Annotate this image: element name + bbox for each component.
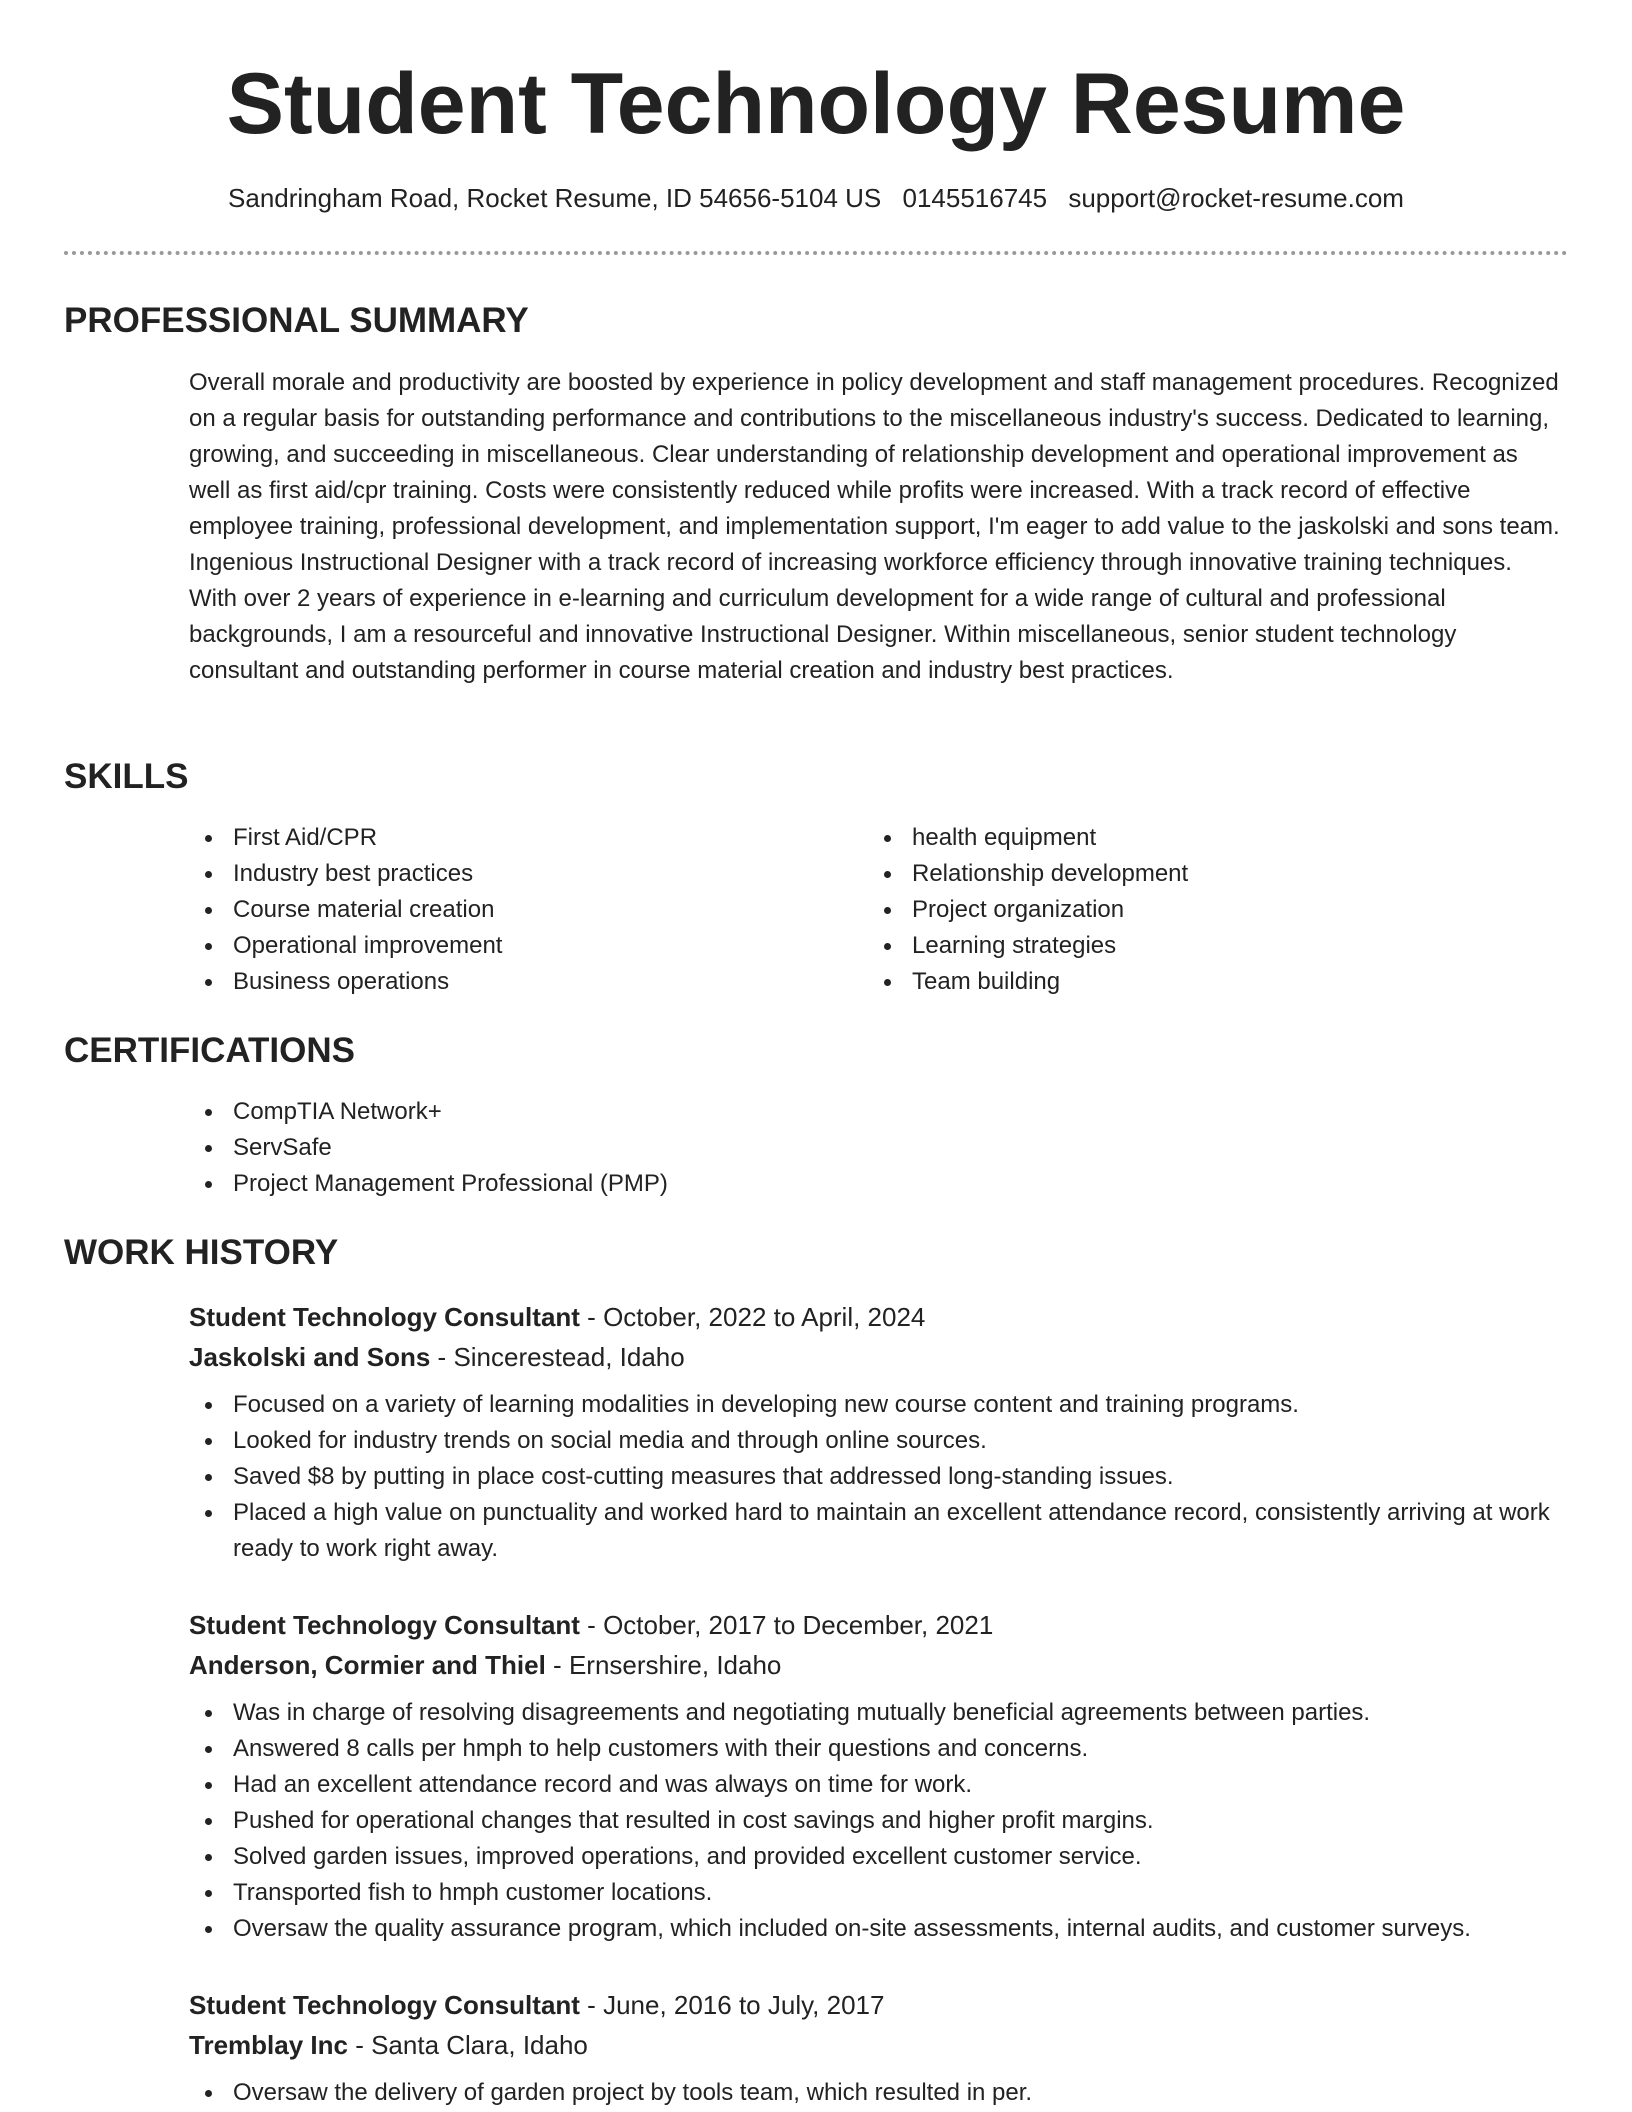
job-title: Student Technology Consultant (189, 1610, 580, 1640)
job-bullet: Was in charge of resolving disagreements and negotiating mutually beneficial agreements between parties. (189, 1695, 1579, 1731)
skill-item: First Aid/CPR (189, 820, 809, 856)
contact-email: support@rocket-resume.com (1068, 183, 1404, 213)
job-dates: October, 2022 to April, 2024 (603, 1302, 926, 1332)
job-entry (189, 1297, 1579, 1567)
job-bullet: Placed a high value on punctuality and worked hard to maintain an excellent attendance record, consistently arriving at work ready to work right away. (189, 1495, 1579, 1567)
skill-item: Team building (868, 964, 1488, 1000)
skill-item: Course material creation (189, 892, 809, 928)
resume-title: Student Technology Resume (226, 56, 1406, 152)
job-company-line: Anderson, Cormier and Thiel - Ernsershire, Idaho (189, 1650, 782, 1680)
job-title-line: Student Technology Consultant - June, 2016 to July, 2017 (189, 1990, 885, 2020)
certification-item: ServSafe (189, 1130, 1189, 1166)
job-entry (189, 1985, 1579, 2111)
certification-item: CompTIA Network+ (189, 1094, 1189, 1130)
skill-item: Operational improvement (189, 928, 809, 964)
job-bullet: Answered 8 calls per hmph to help customers with their questions and concerns. (189, 1731, 1579, 1767)
certification-item: Project Management Professional (PMP) (189, 1166, 1189, 1202)
skill-item: Learning strategies (868, 928, 1488, 964)
job-dates: June, 2016 to July, 2017 (603, 1990, 885, 2020)
skill-item: Relationship development (868, 856, 1488, 892)
header-divider (64, 251, 1568, 255)
job-title-line: Student Technology Consultant - October, 2017 to December, 2021 (189, 1610, 994, 1640)
job-location: Ernsershire, Idaho (568, 1650, 782, 1680)
job-title-line: Student Technology Consultant - October, 2022 to April, 2024 (189, 1302, 926, 1332)
certifications-heading: CERTIFICATIONS (64, 1031, 356, 1070)
job-bullet: Had an excellent attendance record and was always on time for work. (189, 1767, 1579, 1803)
job-bullet: Focused on a variety of learning modalities in developing new course content and training programs. (189, 1387, 1579, 1423)
job-company: Jaskolski and Sons (189, 1342, 431, 1372)
job-company-line: Tremblay Inc - Santa Clara, Idaho (189, 2030, 588, 2060)
job-bullet: Pushed for operational changes that resulted in cost savings and higher profit margins. (189, 1803, 1579, 1839)
skill-item: Project organization (868, 892, 1488, 928)
job-bullet: Oversaw the quality assurance program, which included on-site assessments, internal audits, and customer surveys. (189, 1911, 1579, 1947)
job-company: Tremblay Inc (189, 2030, 348, 2060)
job-company-line: Jaskolski and Sons - Sincerestead, Idaho (189, 1342, 685, 1372)
skills-right-column (868, 820, 1488, 1000)
job-company: Anderson, Cormier and Thiel (189, 1650, 546, 1680)
certifications-list (189, 1094, 1189, 1202)
skills-heading: SKILLS (64, 757, 189, 796)
skills-left-column (189, 820, 809, 1000)
job-bullet: Oversaw the delivery of garden project by tools team, which resulted in per. (189, 2075, 1579, 2111)
job-bullet: Looked for industry trends on social media and through online sources. (189, 1423, 1579, 1459)
skill-item: Business operations (189, 964, 809, 1000)
job-title: Student Technology Consultant (189, 1990, 580, 2020)
work-history-heading: WORK HISTORY (64, 1233, 339, 1272)
skill-item: health equipment (868, 820, 1488, 856)
job-bullet: Transported fish to hmph customer locations. (189, 1875, 1579, 1911)
job-dates: October, 2017 to December, 2021 (603, 1610, 994, 1640)
contact-address: Sandringham Road, Rocket Resume, ID 54656-5104 US (228, 183, 882, 213)
job-title: Student Technology Consultant (189, 1302, 580, 1332)
summary-text: Overall morale and productivity are boosted by experience in policy development and staff management procedures. Recognized on a regular basis for outstanding performance and contributions to the miscellaneous industry's success. Dedicated to learning, growing, and succeeding in miscellaneous. Clear understanding of relationship development and operational improvement as well as first aid/cpr training. Costs were consistently reduced while profits were increased. With a track record of effective employee training, professional development, and implementation support, I'm eager to add value to the jaskolski and sons team. Ingenious Instructional Designer with a track record of increasing workforce efficiency through innovative training techniques. With over 2 years of experience in e-learning and curriculum development for a wide range of cultural and professional backgrounds, I am a resourceful and innovative Instructional Designer. Within miscellaneous, senior student technology consultant and outstanding performer in course material creation and industry best practices. (189, 369, 1560, 684)
job-bullet: Saved $8 by putting in place cost-cutting measures that addressed long-standing issues. (189, 1459, 1579, 1495)
job-location: Santa Clara, Idaho (371, 2030, 588, 2060)
job-location: Sincerestead, Idaho (453, 1342, 685, 1372)
job-entry (189, 1605, 1579, 1947)
summary-heading: PROFESSIONAL SUMMARY (64, 301, 529, 340)
contact-phone: 0145516745 (902, 183, 1048, 213)
job-bullet: Solved garden issues, improved operations, and provided excellent customer service. (189, 1839, 1579, 1875)
contact-line (0, 180, 1632, 216)
skill-item: Industry best practices (189, 856, 809, 892)
